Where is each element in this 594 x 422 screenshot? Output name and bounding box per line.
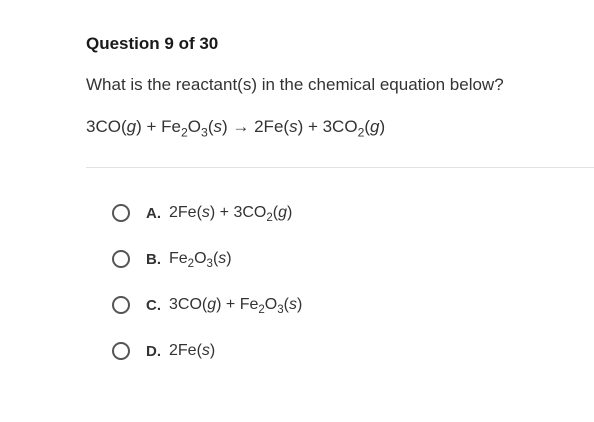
formula-text: (	[272, 204, 279, 221]
radio-button-icon[interactable]	[112, 250, 130, 268]
subscript: 2	[357, 125, 365, 140]
answer-text	[169, 204, 293, 225]
state-symbol: s	[218, 250, 227, 267]
formula-text: O	[187, 117, 202, 136]
formula-text: (	[212, 250, 219, 267]
formula-text: ) + 3CO	[209, 204, 267, 221]
state-symbol: g	[126, 117, 137, 136]
state-symbol: s	[288, 296, 297, 313]
radio-button-icon[interactable]	[112, 204, 130, 222]
chemical-equation	[86, 117, 386, 140]
formula-text: O	[194, 250, 207, 267]
answer-option-a[interactable]	[112, 196, 302, 242]
subscript: 2	[180, 125, 188, 140]
formula-text: (	[283, 296, 289, 313]
answer-option-c[interactable]	[112, 288, 302, 334]
subscript: 3	[277, 304, 284, 317]
answer-letter: A.	[146, 204, 161, 222]
subscript: 3	[206, 258, 213, 271]
formula-text: )	[379, 117, 386, 136]
answer-option-b[interactable]	[112, 242, 302, 288]
answer-letter: D.	[146, 342, 161, 360]
answer-letter: C.	[146, 296, 161, 314]
subscript: 2	[266, 212, 273, 225]
formula-text: O	[264, 296, 278, 313]
answer-text	[169, 296, 303, 317]
question-prompt: What is the reactant(s) in the chemical equation below?	[86, 75, 504, 94]
state-symbol: s	[213, 117, 222, 136]
formula-text: ) + Fe	[136, 117, 181, 136]
formula-text: 2Fe(	[169, 204, 202, 221]
answer-option-d[interactable]	[112, 334, 302, 380]
radio-button-icon[interactable]	[112, 296, 130, 314]
formula-text: ) + 3CO	[297, 117, 358, 136]
formula-text: ) + Fe	[216, 296, 259, 313]
subscript: 3	[201, 125, 208, 140]
formula-text: )	[226, 250, 232, 267]
divider	[86, 167, 594, 168]
question-number: Question 9 of 30	[86, 34, 219, 53]
formula-text: )	[296, 296, 303, 313]
answer-letter: B.	[146, 250, 161, 268]
formula-text: )	[209, 342, 216, 359]
state-symbol: s	[201, 342, 210, 359]
formula-text: (	[207, 117, 214, 136]
formula-text: (	[364, 117, 371, 136]
formula-text: 2Fe(	[169, 342, 202, 359]
formula-text: Fe	[169, 250, 188, 267]
subscript: 2	[187, 258, 195, 271]
answer-choices	[112, 196, 302, 380]
subscript: 2	[258, 304, 265, 317]
radio-button-icon[interactable]	[112, 342, 130, 360]
state-symbol: g	[207, 296, 217, 313]
formula-text: ) → 2Fe(	[222, 117, 290, 136]
answer-text	[169, 250, 232, 271]
state-symbol: s	[289, 117, 298, 136]
formula-text: 3CO(	[169, 296, 208, 313]
answer-text	[169, 342, 215, 360]
state-symbol: g	[370, 117, 380, 136]
formula-text: )	[287, 204, 293, 221]
state-symbol: g	[278, 204, 288, 221]
formula-text: 3CO(	[86, 117, 127, 136]
state-symbol: s	[201, 204, 210, 221]
